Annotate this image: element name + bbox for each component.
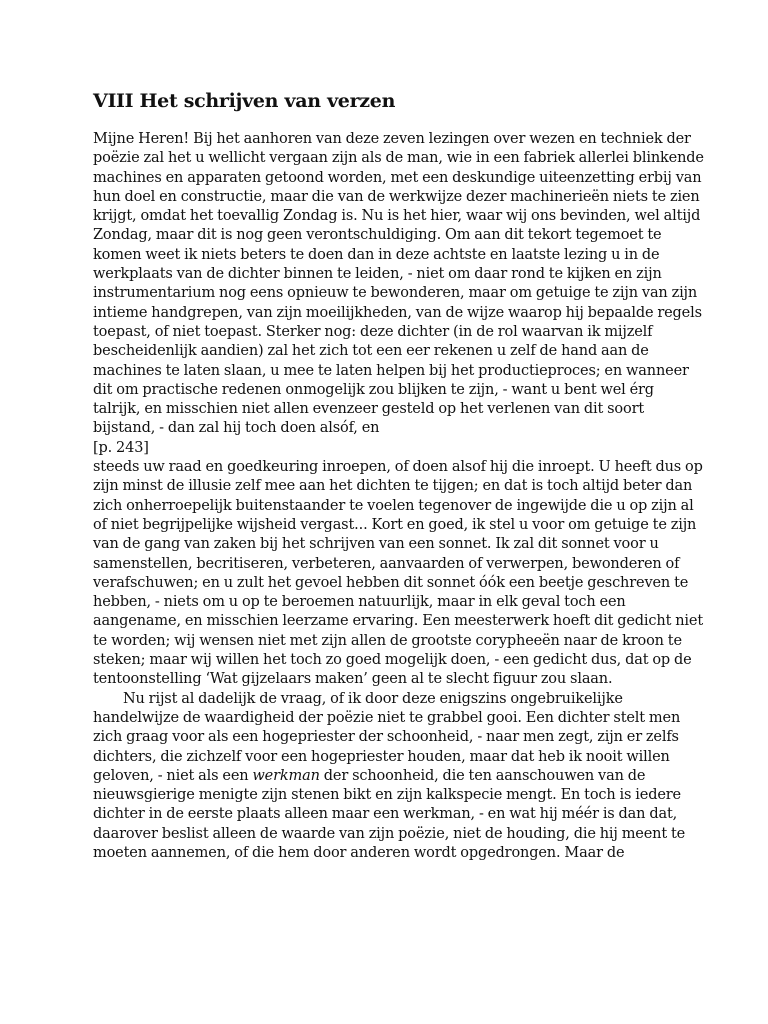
document-page <box>93 88 705 863</box>
paragraph-third <box>93 690 705 864</box>
paragraph-third-part-2: der schoonheid, die ten aanschouwen van de nieuwsgierige menigte zijn stenen bikt en zijn kalkspecie mengt. En toch is iedere dichter in de eerste plaats alleen maar een werkman, - en wat hij méér is dan dat, daarover beslist alleen de waarde van zijn poëzie, niet de houding, die hij meent te moeten aannemen, of die hem door anderen wordt opgedrongen. Maar de <box>93 767 686 861</box>
page-marker: [p. 243] <box>93 439 149 456</box>
paragraph-opening: Mijne Heren! Bij het aanhoren van deze zeven lezingen over wezen en techniek der poëzie zal het u wellicht vergaan zijn als de man, wie in een fabriek allerlei blinkende machines en apparaten getoond worden, met een deskundige uiteenzetting erbij van hun doel en constructie, maar die van de werkwijze dezer machinerieën niets te zien krijgt, omdat het toevallig Zondag is. Nu is het hier, waar wij ons bevinden, wel altijd Zondag, maar dit is nog geen verontschuldiging. Om aan dit tekort tegemoet te komen weet ik niets beters te doen dan in deze achtste en laatste lezing u in de werkplaats van de dichter binnen te leiden, - niet om daar rond te kijken en zijn instrumentarium nog eens opnieuw te bewonderen, maar om getuige te zijn van zijn intieme handgrepen, van zijn moeilijkheden, van de wijze waarop hij bepaalde regels toepast, of niet toepast. Sterker nog: deze dichter (in de rol waarvan ik mijzelf bescheidenlijk aandien) zal het zich tot een eer rekenen u zelf de hand aan de machines te laten slaan, u mee te laten helpen bij het productieproces; en wanneer dit om practische redenen onmogelijk zou blijken te zijn, - want u bent wel érg talrijk, en misschien niet allen evenzeer gesteld op het verlenen van dit soort bijstand, - dan zal hij toch doen alsóf, en <box>93 131 704 437</box>
emphasis-werkman: werkman <box>252 767 320 784</box>
paragraph-third-part-1: Nu rijst al dadelijk de vraag, of ik door deze enigszins ongebruikelijke handelwijze de waardigheid der poëzie niet te grabbel gooi. Een dichter stelt men zich graag voor als een hogepriester der schoonheid, - naar men zegt, zijn er zelfs dichters, die zichzelf voor een hogepriester houden, maar dat heb ik nooit willen geloven, - niet als een <box>93 690 681 784</box>
chapter-title: VIII Het schrijven van verzen <box>93 90 396 112</box>
paragraph-continuation: steeds uw raad en goedkeuring inroepen, of doen alsof hij die inroept. U heeft dus op zijn minst de illusie zelf mee aan het dichten te tijgen; en dat is toch altijd beter dan zich onherroepelijk buitenstaander te voelen tegenover de ingewijde die u op zijn al of niet begrijpelijke wijsheid vergast... Kort en goed, ik stel u voor om getuige te zijn van de gang van zaken bij het schrijven van een sonnet. Ik zal dit sonnet voor u samenstellen, becritiseren, verbeteren, aanvaarden of verwerpen, bewonderen of verafschuwen; en u zult het gevoel hebben dit sonnet óók een beetje geschreven te hebben, - niets om u op te beroemen natuurlijk, maar in elk geval toch een aangename, en misschien leerzame ervaring. Een meesterwerk hoeft dit gedicht niet te worden; wij wensen niet met zijn allen de grootste corypheeën naar de kroon te steken; maar wij willen het toch zo goed mogelijk doen, - een gedicht dus, dat op de tentoonstelling ‘Wat gijzelaars maken’ geen al te slecht figuur zou slaan. <box>93 459 704 688</box>
